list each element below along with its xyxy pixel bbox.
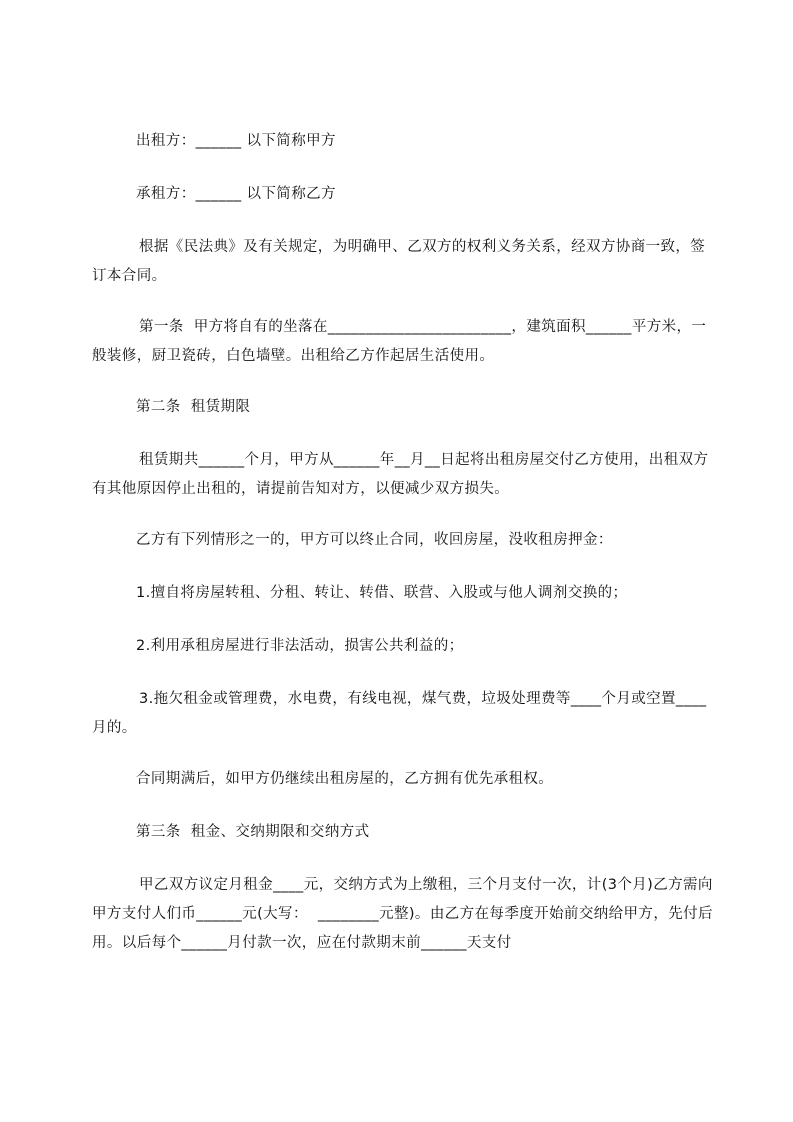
article-three-heading: 第三条 租金、交纳期限和交纳方式 (136, 824, 370, 840)
article-one-paragraph: 第一条 甲方将自有的坐落在________________________，建筑面积______平方米，一般装修，厨卫瓷砖，白色墙壁。出租给乙方作起居生活使用。 (92, 319, 707, 364)
renewal-priority-paragraph: 合同期满后，如甲方仍继续出租房屋的，乙方拥有优先承租权。 (136, 771, 554, 787)
termination-item-3: 3.拖欠租金或管理费，水电费，有线电视，煤气费，垃圾处理费等____个月或空置____月的。 (92, 691, 707, 736)
article-two-heading: 第二条 租赁期限 (136, 399, 251, 415)
rent-payment-paragraph: 甲乙双方议定月租金____元，交纳方式为上缴租，三个月支付一次，计(3个月)乙方需向甲方支付人们币______元(大写： ________元整)。由乙方在每季度开始前交纳给甲方，先付后用。以后每个______月付款一次，应在付款期末前______天支付 (92, 877, 713, 951)
lessee-line: 承租方：______ 以下简称乙方 (136, 186, 336, 202)
lessor-line: 出租方：______ 以下简称甲方 (136, 133, 336, 149)
preamble-paragraph: 根据《民法典》及有关规定，为明确甲、乙双方的权利义务关系，经双方协商一致，签订本合同。 (92, 239, 706, 284)
termination-intro-paragraph: 乙方有下列情形之一的，甲方可以终止合同，收回房屋，没收租房押金： (136, 532, 613, 548)
termination-item-1: 1.擅自将房屋转租、分租、转让、转借、联营、入股或与他人调剂交换的； (136, 585, 628, 601)
lease-term-paragraph: 租赁期共______个月，甲方从______年__月__日起将出租房屋交付乙方使用，出租双方有其他原因停止出租的，请提前告知对方，以便减少双方损失。 (92, 452, 709, 497)
termination-item-2: 2.利用承租房屋进行非法活动，损害公共利益的； (136, 638, 464, 654)
